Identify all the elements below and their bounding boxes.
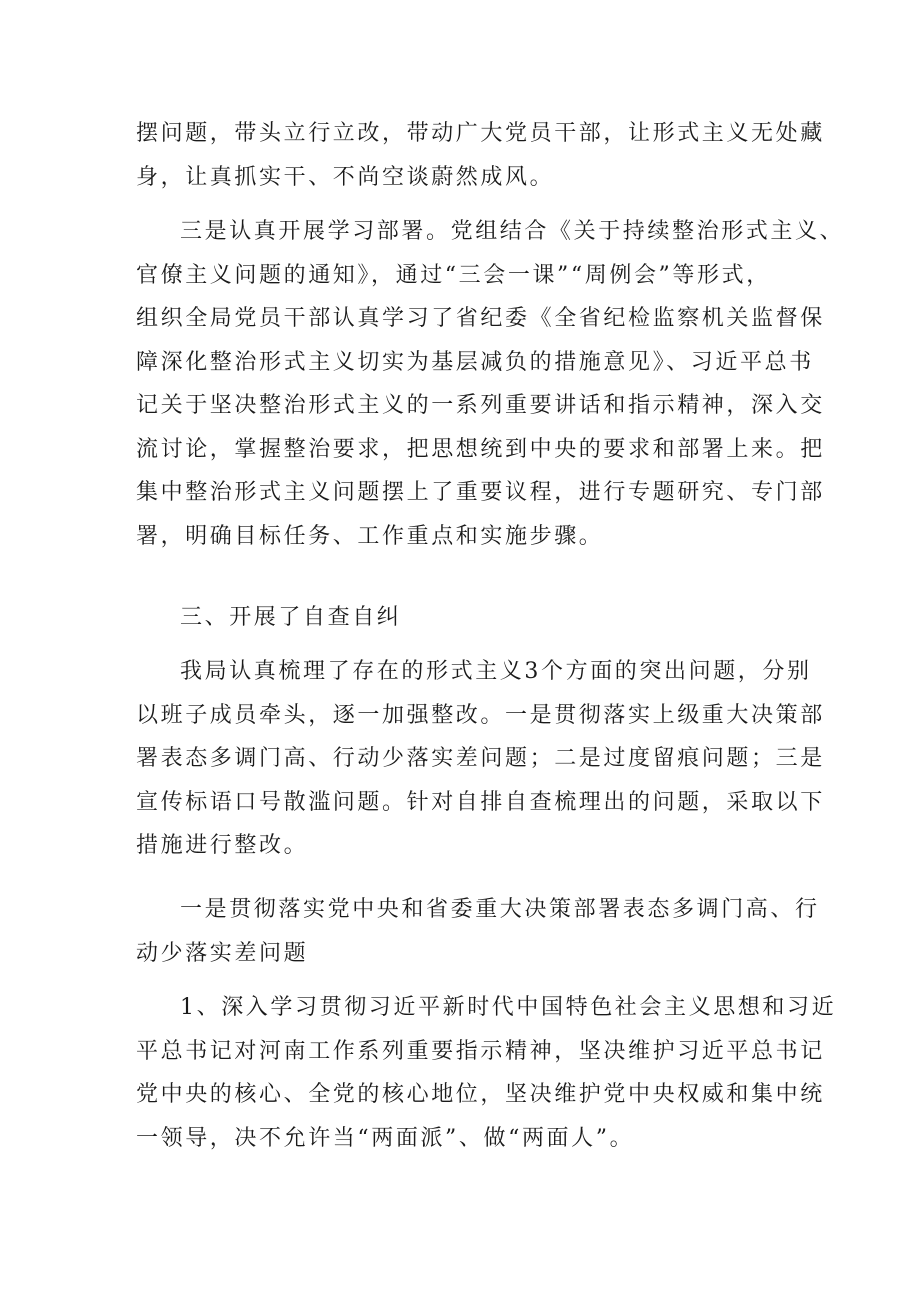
text-line: 官僚主义问题的通知》，通过“三会一课”“周例会”等形式， (136, 262, 771, 288)
text-line: 身，让真抓实干、不尚空谈蔚然成风。 (136, 164, 555, 190)
text-line: 动少落实差问题 (136, 940, 309, 966)
text-line: 一是贯彻落实党中央和省委重大决策部署表态多调门高、行 (180, 897, 820, 922)
text-line: 1、深入学习贯彻习近平新时代中国特色社会主义思想和习近 (180, 995, 837, 1020)
text-line: 我局认真梳理了存在的形式主义3个方面的突出问题，分别 (180, 659, 812, 684)
paragraph-study-deployment (136, 210, 845, 558)
text-line: 组织全局党员干部认真学习了省纪委《全省纪检监察机关监督保 (136, 306, 825, 331)
paragraph-subheading-one (136, 888, 820, 975)
text-line: 以班子成员牵头，逐一加强整改。一是贯彻落实上级重大决策部 (136, 702, 825, 728)
text-line: 障深化整治形式主义切实为基层减负的措施意见》、习近平总书 (136, 349, 814, 375)
text-line: 平总书记对河南工作系列重要指示精神，坚决维护习近平总书记 (136, 1038, 825, 1064)
text-line: 措施进行整改。 (136, 833, 309, 858)
paragraph-item-one (136, 986, 837, 1160)
text-line: 流讨论，掌握整治要求，把思想统到中央的要求和部署上来。把 (136, 436, 825, 462)
text-line: 党中央的核心、全党的核心地位，坚决维护党中央权威和集中统 (136, 1082, 825, 1107)
text-line: 署表态多调门高、行动少落实差问题；二是过度留痕问题；三是 (136, 746, 825, 771)
text-line: 署，明确目标任务、工作重点和实施步骤。 (136, 523, 604, 549)
text-line: 集中整治形式主义问题摆上了重要议程，进行专题研究、专门部 (136, 480, 825, 505)
text-line: 宣传标语口号散滥问题。针对自排自查梳理出的问题，采取以下 (136, 789, 825, 815)
section-heading (136, 596, 796, 640)
paragraph-self-inspection (136, 650, 825, 868)
text-line: 摆问题，带头立行立改，带动广大党员干部，让形式主义无处藏 (136, 121, 825, 146)
text-line: 三、开展了自查自纠 (180, 605, 402, 630)
text-line: 记关于坚决整治形式主义的一系列重要讲话和指示精神，深入交 (136, 393, 825, 418)
text-line: 一领导，决不允许当“两面派”、做“两面人”。 (136, 1125, 635, 1151)
paragraph-continuation (136, 112, 825, 199)
text-line: 三是认真开展学习部署。党组结合《关于持续整治形式主义、 (180, 219, 845, 244)
